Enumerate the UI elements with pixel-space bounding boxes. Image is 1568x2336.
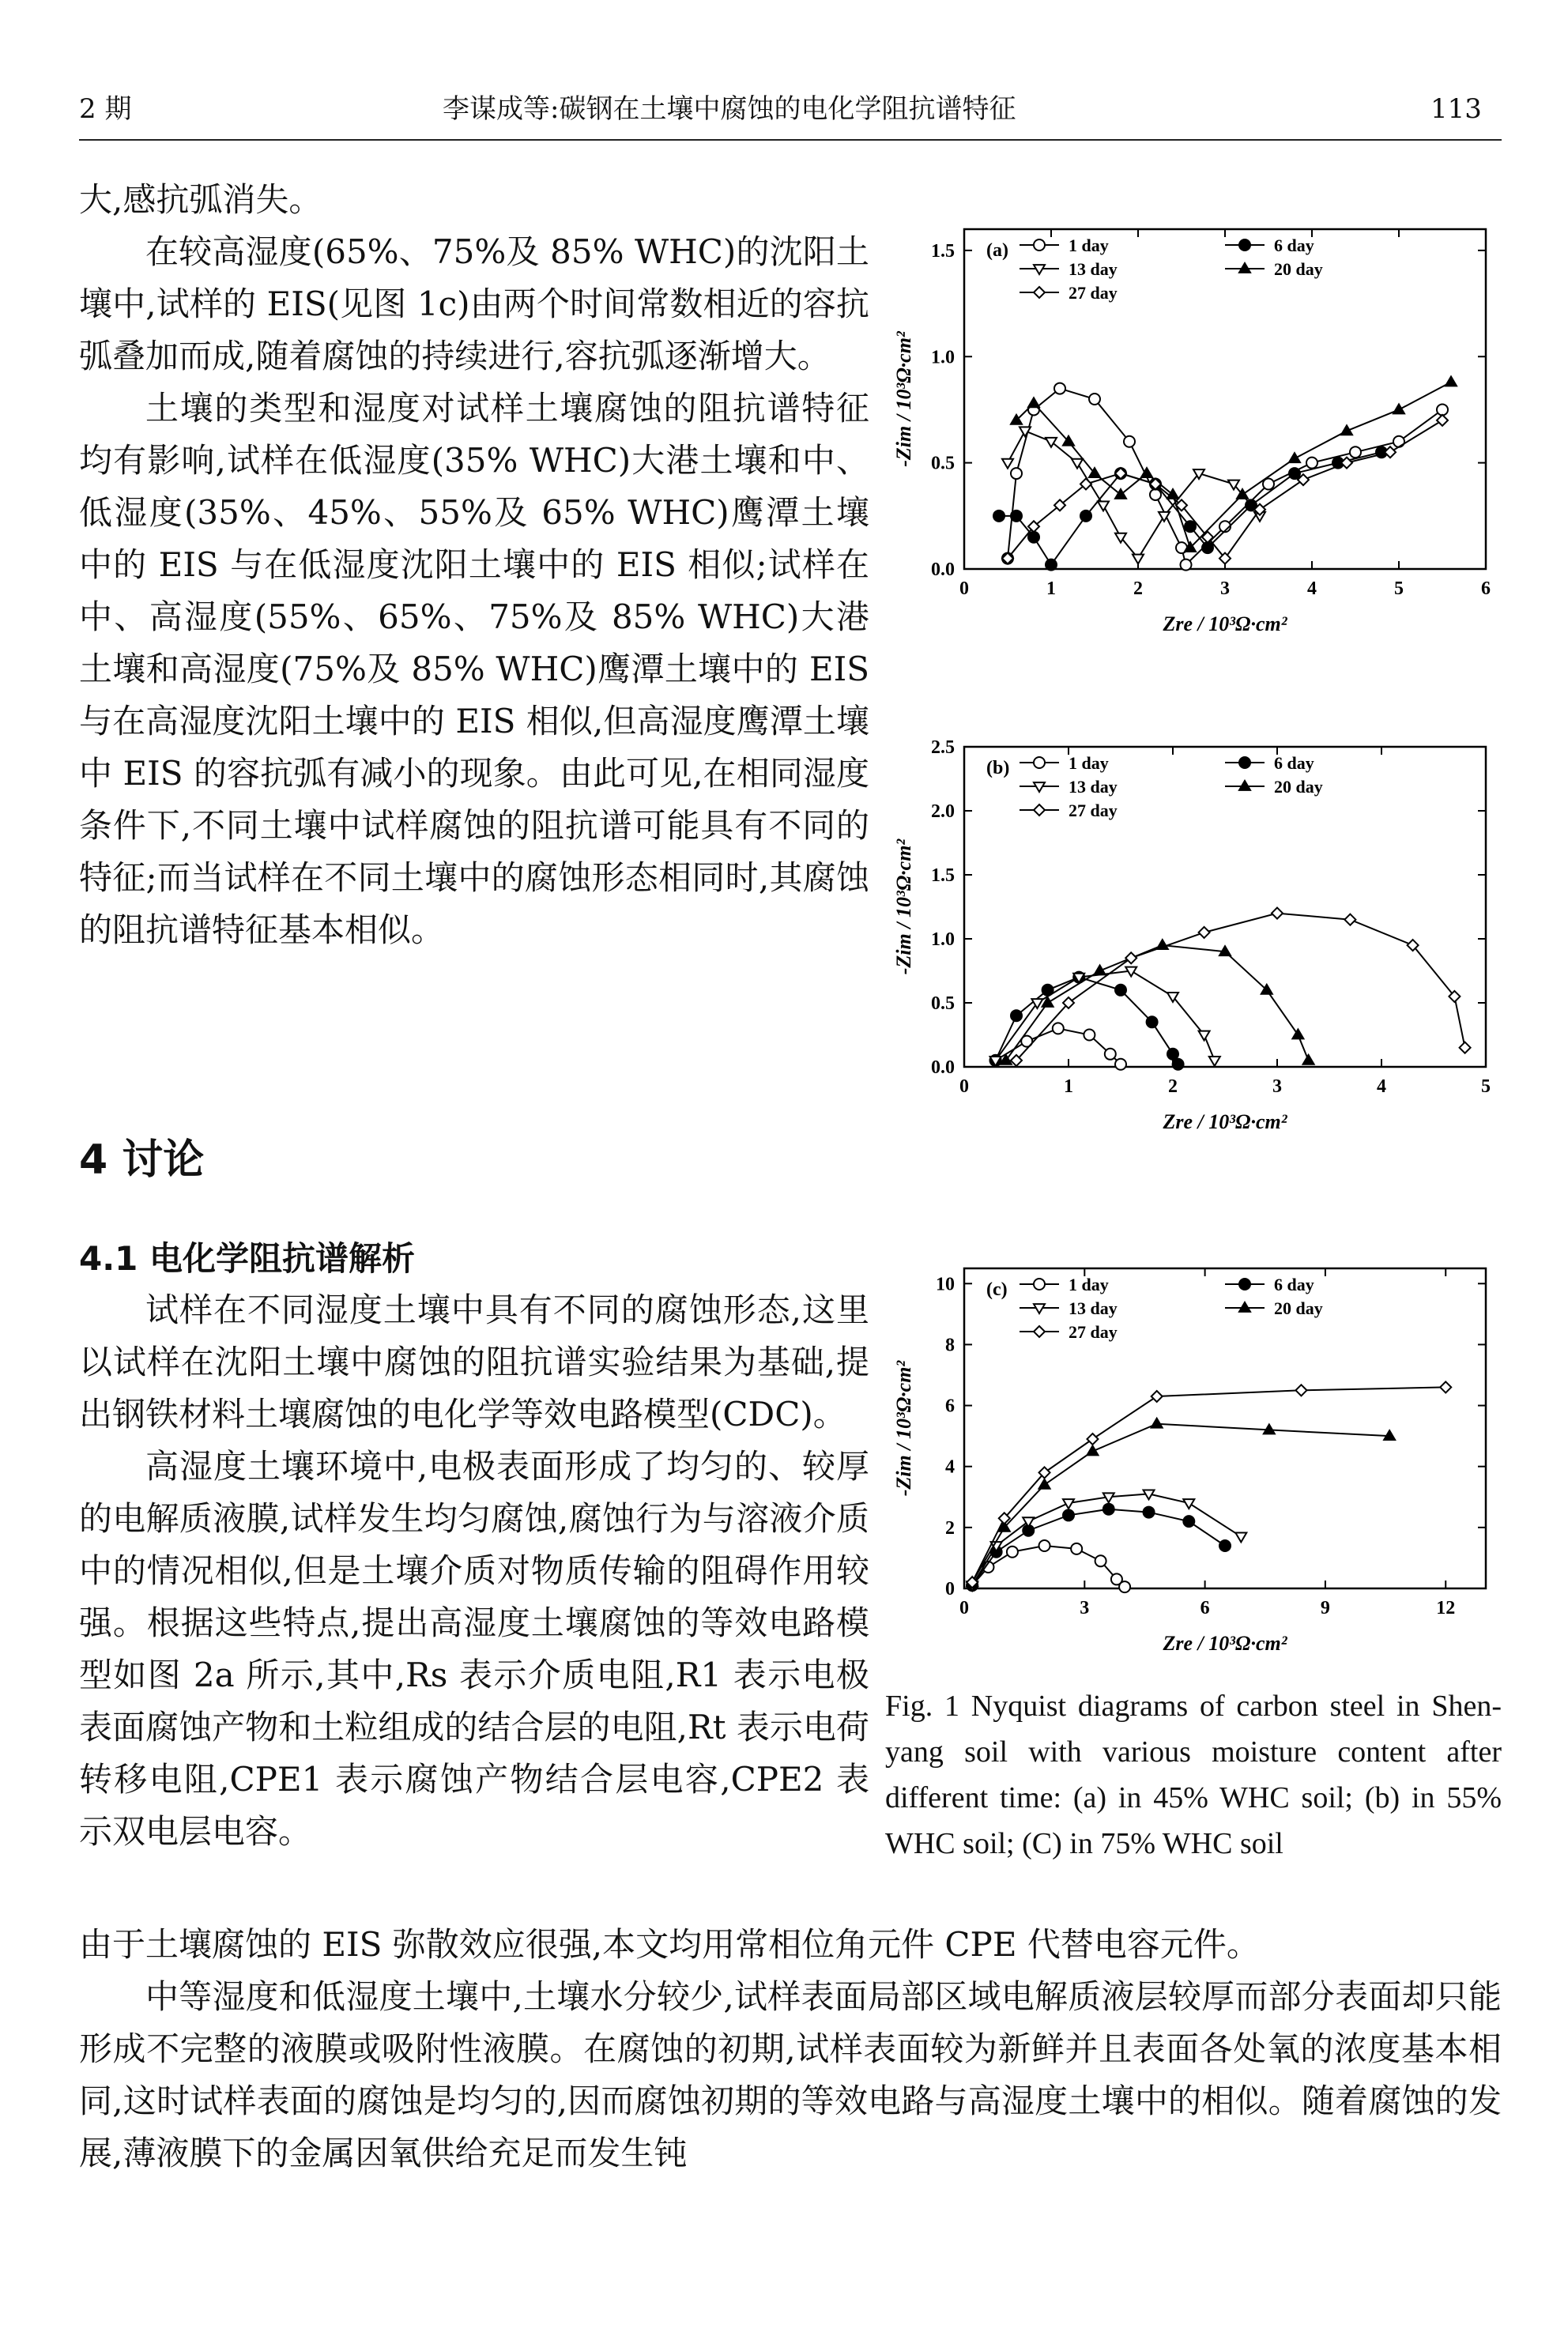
data-point [1046,560,1057,571]
y-tick-label: 8 [945,1335,955,1356]
nyquist-chart-a [885,190,1510,664]
data-point [1460,1042,1471,1053]
x-axis-label: Zre / 10³Ω·cm² [1163,1110,1287,1133]
legend-marker [1239,1279,1250,1290]
legend-entry [1225,259,1323,279]
data-point [1053,1023,1064,1034]
x-tick-label: 0 [959,1076,969,1097]
legend-marker [1239,263,1250,273]
data-point [1144,1507,1155,1518]
legend-marker [1239,1302,1250,1312]
legend-entry [1225,753,1314,773]
y-tick-label: 2.5 [931,737,955,758]
legend-label: 20 day [1274,259,1323,279]
header-rule [79,139,1502,141]
x-tick-label: 6 [1200,1598,1210,1618]
legend-label: 27 day [1069,283,1118,303]
series-line [1008,420,1442,559]
legend-entry [1020,1275,1109,1294]
data-point [1028,532,1039,543]
series-1-day [967,1540,1130,1592]
data-point [1105,1049,1116,1060]
legend-label: 20 day [1274,1298,1323,1318]
x-tick-label: 5 [1394,578,1404,599]
paragraph-3: 土壤的类型和湿度对试样土壤腐蚀的阻抗谱特征均有影响,试样在低湿度(35% WHC)大港土壤和中、低湿度(35%、45%、55%及 65% WHC)鹰潭土壤中的 EIS 与在低湿度沈阳土壤中的 EIS 相似;试样在中、高湿度(55%、65%、75%及 85% WHC)大港土壤和高湿度(75%及 85% WHC)鹰潭土壤中的 EIS 与在高湿度沈阳土壤中的 EIS 相似,但高湿度鹰潭土壤中 EIS 的容抗弧有减小的现象。由此可见,在相同湿度条件下,不同土壤中试样腐蚀的阻抗谱可能具有不同的特征;而当试样在不同土壤中的腐蚀形态相同时,其腐蚀的阻抗谱特征基本相似。 [79,389,869,949]
data-point [1039,1540,1050,1551]
series-line [1016,914,1465,1061]
y-tick-label: 1.0 [931,929,955,950]
y-tick-label: 1.5 [931,865,955,886]
subsection-title: 4.1 电化学阻抗谱解析 [79,1239,416,1278]
y-tick-label: 0.5 [931,453,955,474]
legend-marker [1034,804,1045,816]
data-point [1292,1030,1303,1039]
data-point [1219,1540,1231,1551]
data-point [1181,560,1192,571]
issue-number: 2 期 [79,93,132,125]
plot-frame [964,747,1486,1067]
data-point [1199,1031,1210,1041]
x-tick-label: 2 [1133,578,1143,599]
figure-caption: Fig. 1 Nyquist diagrams of carbon steel in Shen-yang soil with various moisture content after different time: (a) in 45% WHC soil; (b) in 55% WHC soil; (C) in 75% WHC soil [885,1690,1502,1860]
data-point [1115,1059,1126,1070]
data-point [1350,446,1361,458]
x-tick-label: 12 [1436,1598,1456,1618]
data-point [1183,1499,1194,1509]
nyquist-chart-c [885,1233,1510,1675]
x-tick-label: 9 [1320,1598,1330,1618]
data-point [1393,404,1404,413]
data-point [1028,397,1039,407]
panel-label: (c) [986,1279,1008,1300]
data-point [1185,521,1196,532]
data-point [1039,1479,1050,1489]
data-point [993,511,1004,522]
data-point [1098,501,1109,511]
legend-entry [1020,777,1118,797]
x-axis-label: Zre / 10³Ω·cm² [1163,1632,1287,1655]
nyquist-chart-b [885,711,1510,1170]
full-width-text [79,1919,1502,2180]
data-point [1152,1391,1163,1402]
series-27-day [967,1381,1451,1588]
x-tick-label: 3 [1220,578,1230,599]
data-point [1007,1547,1018,1558]
data-point [1303,1055,1314,1064]
data-point [1054,383,1065,394]
x-tick-label: 2 [1168,1076,1178,1097]
x-tick-label: 5 [1481,1076,1491,1097]
legend-entry [1020,1322,1118,1342]
data-point [1124,436,1135,447]
y-axis-label: -Zim / 10³Ω·cm² [892,331,915,467]
data-point [1011,1010,1022,1021]
data-point [1440,1381,1451,1392]
y-axis-label: -Zim / 10³Ω·cm² [892,1360,915,1497]
legend-marker [1034,287,1045,298]
legend-marker [1034,1279,1045,1290]
data-point [1115,985,1126,996]
series-6-day [990,972,1184,1070]
data-point [1119,1581,1130,1592]
series-line [1008,389,1442,565]
series-20-day [967,1419,1395,1586]
data-point [1235,1533,1246,1543]
series-20-day [1001,940,1314,1064]
data-point [1011,468,1022,479]
panel-label: (b) [986,758,1010,778]
legend-marker [1034,265,1045,274]
data-point [1306,458,1317,469]
legend-entry [1020,753,1109,773]
x-tick-label: 3 [1080,1598,1090,1618]
x-tick-label: 1 [1064,1076,1073,1097]
legend-label: 1 day [1069,1275,1109,1294]
data-point [1209,1057,1220,1066]
data-point [1023,1517,1034,1527]
data-point [1063,1499,1074,1509]
legend-marker [1034,1326,1045,1337]
series-13-day [1002,427,1265,563]
x-axis-label: Zre / 10³Ω·cm² [1163,612,1287,635]
x-tick-label: 0 [959,578,969,599]
x-tick-label: 0 [959,1598,969,1618]
legend-entry [1020,283,1118,303]
data-point [1295,1385,1306,1396]
legend-marker [1034,782,1045,792]
legend-marker [1239,781,1250,790]
series-1-day [1002,383,1448,571]
legend-label: 6 day [1274,1275,1314,1294]
data-point [1133,555,1144,564]
legend-entry [1020,801,1118,820]
y-tick-label: 10 [936,1274,955,1295]
panel-label: (a) [986,240,1008,261]
data-point [1289,453,1300,462]
y-tick-label: 6 [945,1396,955,1417]
y-tick-label: 1.5 [931,240,955,262]
data-point [1173,1059,1184,1070]
series-27-day [1011,908,1471,1066]
paragraph-4: 试样在不同湿度土壤中具有不同的腐蚀形态,这里以试样在沈阳土壤中腐蚀的阻抗谱实验结果为基础,提出钢铁材料土壤腐蚀的电化学等效电路模型(CDC)。 [79,1290,869,1434]
y-tick-label: 0.0 [931,1057,955,1078]
legend-entry [1225,1275,1314,1294]
data-point [1437,404,1448,415]
y-tick-label: 2 [945,1517,955,1539]
legend-marker [1034,239,1045,251]
data-point [1095,1555,1106,1566]
legend-label: 20 day [1274,777,1323,797]
page-number: 113 [1430,93,1482,125]
data-point [1072,459,1083,469]
y-tick-label: 2.0 [931,801,955,822]
legend-marker [1034,1304,1045,1313]
legend-marker [1239,757,1250,768]
data-point [1084,1030,1095,1041]
y-tick-label: 0 [945,1579,955,1599]
data-point [1167,1049,1178,1060]
plot-frame [964,229,1486,569]
data-point [1272,908,1283,919]
data-point [1002,459,1013,469]
legend-entry [1020,1298,1118,1318]
x-tick-label: 3 [1272,1076,1282,1097]
legend-label: 13 day [1069,1298,1118,1318]
legend-label: 6 day [1274,753,1314,773]
data-point [1202,542,1213,553]
legend-label: 6 day [1274,235,1314,255]
paragraph-5: 高湿度土壤环境中,电极表面形成了均匀的、较厚的电解质液膜,试样发生均匀腐蚀,腐蚀行为与溶液介质中的情况相似,但是土壤介质对物质传输的阻碍作用较强。根据这些特点,提出高湿度土壤腐蚀的等效电路模型如图 2a 所示,其中,Rs 表示介质电阻,R1 表示电极表面腐蚀产物和土粒组成的结合层的电阻,Rt 表示电荷转移电阻,CPE1 表示腐蚀产物结合层电容,CPE2 表示双电层电容。 [79,1447,869,1851]
paragraph-2: 在较高湿度(65%、75%及 85% WHC)的沈阳土壤中,试样的 EIS(见图 1c)由两个时间常数相近的容抗弧叠加而成,随着腐蚀的持续进行,容抗弧逐渐增大。 [79,232,869,375]
x-tick-label: 4 [1377,1076,1386,1097]
x-tick-label: 1 [1046,578,1056,599]
data-point [1103,1504,1114,1515]
series-line [972,1424,1389,1583]
legend-label: 1 day [1069,753,1109,773]
legend-label: 1 day [1069,235,1109,255]
data-point [1087,1434,1098,1445]
figure-panel-c [885,1233,1510,1675]
figure-panel-a [885,190,1510,664]
running-title: 李谋成等:碳钢在土壤中腐蚀的电化学阻抗谱特征 [443,93,1016,125]
legend-entry [1225,777,1323,797]
data-point [1152,1419,1163,1428]
legend-entry [1020,235,1109,255]
paragraph-6: 由于土壤腐蚀的 EIS 弥散效应很强,本文均用常相位角元件 CPE 代替电容元件。 [79,1925,1260,1964]
legend-marker [1239,239,1250,251]
x-tick-label: 6 [1481,578,1491,599]
y-tick-label: 1.0 [931,347,955,368]
legend-entry [1225,1298,1323,1318]
y-tick-label: 4 [945,1456,955,1478]
data-point [1071,1543,1082,1554]
legend-label: 13 day [1069,259,1118,279]
left-column-top [79,174,869,956]
data-point [1125,952,1136,963]
legend-entry [1225,235,1314,255]
section-title: 4 讨论 [79,1136,205,1184]
data-point [1199,927,1210,938]
y-tick-label: 0.0 [931,560,955,580]
legend-marker [1034,757,1045,768]
data-point [1344,914,1355,925]
data-point [1446,377,1457,386]
data-point [1393,436,1404,447]
data-point [1289,468,1300,479]
y-tick-label: 0.5 [931,993,955,1014]
data-point [1183,1516,1194,1527]
paragraph-1: 大,感抗弧消失。 [79,180,322,219]
legend-label: 13 day [1069,777,1118,797]
data-point [1437,415,1448,426]
data-point [1147,1016,1158,1027]
legend-label: 27 day [1069,1322,1118,1342]
left-column-bottom [79,1284,869,1858]
figure-panel-b [885,711,1510,1170]
data-point [1089,394,1100,405]
data-point [1080,511,1091,522]
x-tick-label: 4 [1307,578,1317,599]
legend-label: 27 day [1069,801,1118,820]
data-point [1150,489,1161,500]
y-axis-label: -Zim / 10³Ω·cm² [892,838,915,975]
data-point [1011,511,1022,522]
data-point [1063,1509,1074,1520]
paragraph-7: 中等湿度和低湿度土壤中,土壤水分较少,试样表面局部区域电解质液层较厚而部分表面却只能形成不完整的液膜或吸附性液膜。在腐蚀的初期,试样表面较为新鲜并且表面各处氧的浓度基本相同,这时试样表面的腐蚀是均匀的,因而腐蚀初期的等效电路与高湿度土壤中的相似。随着腐蚀的发展,薄液膜下的金属因氧供给充足而发生钝 [79,1977,1502,2172]
legend-entry [1020,259,1118,279]
